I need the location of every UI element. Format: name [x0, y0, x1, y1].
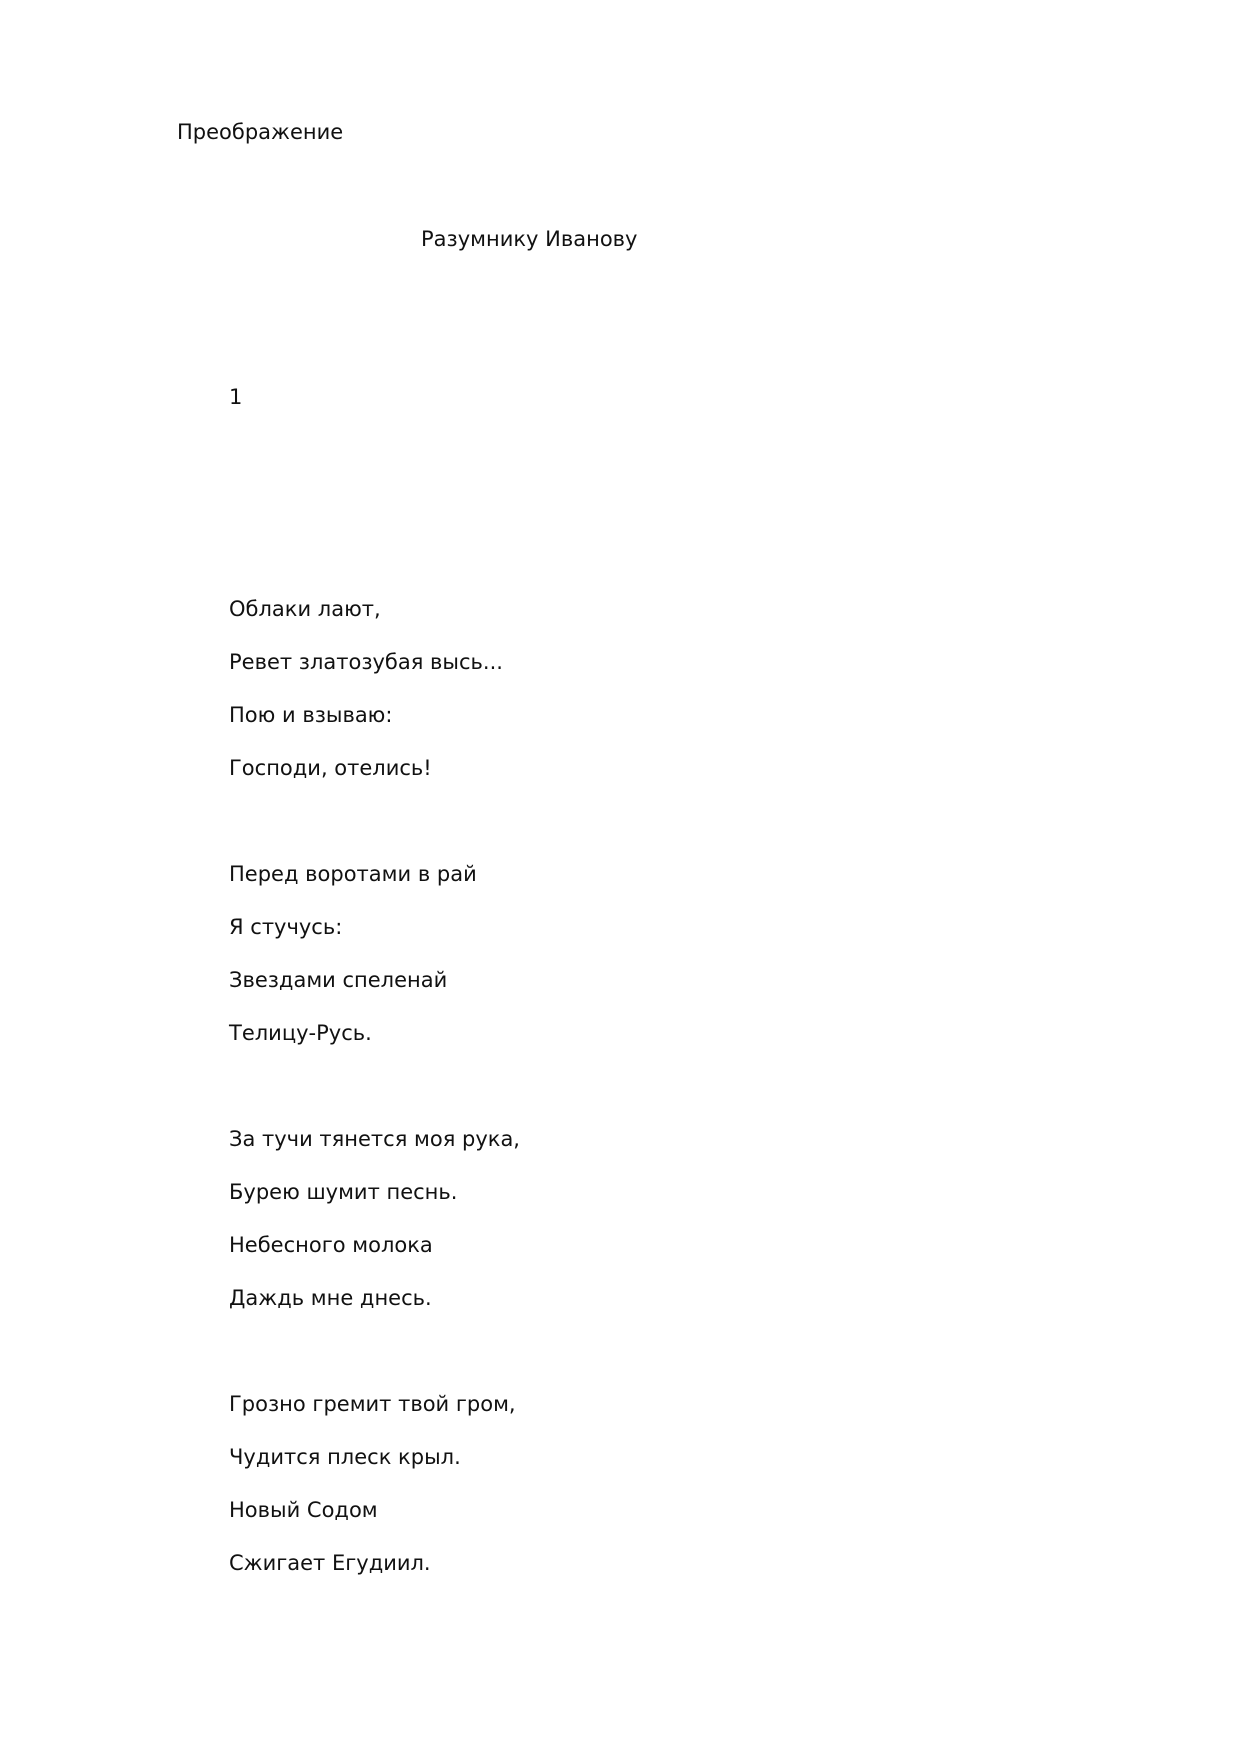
stanza-4: [229, 1390, 516, 1602]
verse-line: Грозно гремит твой гром,: [229, 1392, 516, 1416]
verse-line: Сжигает Егудиил.: [229, 1551, 431, 1575]
stanza-3: [229, 1125, 520, 1337]
poem-title: Преображение: [177, 120, 344, 144]
verse-line: Небесного молока: [229, 1233, 433, 1257]
verse-line: Пою и взываю:: [229, 703, 393, 727]
verse-line: Звездами спеленай: [229, 968, 448, 992]
section-number: 1: [229, 385, 243, 409]
verse-line: Я стучусь:: [229, 915, 343, 939]
verse-line: За тучи тянется моя рука,: [229, 1127, 520, 1151]
verse-line: Даждь мне днесь.: [229, 1286, 432, 1310]
verse-line: Телицу-Русь.: [229, 1021, 372, 1045]
stanza-1: [229, 595, 503, 807]
verse-line: Ревет златозубая высь...: [229, 650, 503, 674]
stanza-2: [229, 860, 477, 1072]
verse-line: Облаки лают,: [229, 597, 381, 621]
verse-line: Господи, отелись!: [229, 756, 432, 780]
verse-line: Новый Содом: [229, 1498, 378, 1522]
verse-line: Чудится плеск крыл.: [229, 1445, 461, 1469]
dedication: Разумнику Иванову: [421, 227, 638, 251]
verse-line: Бурею шумит песнь.: [229, 1180, 458, 1204]
verse-line: Перед воротами в рай: [229, 862, 477, 886]
